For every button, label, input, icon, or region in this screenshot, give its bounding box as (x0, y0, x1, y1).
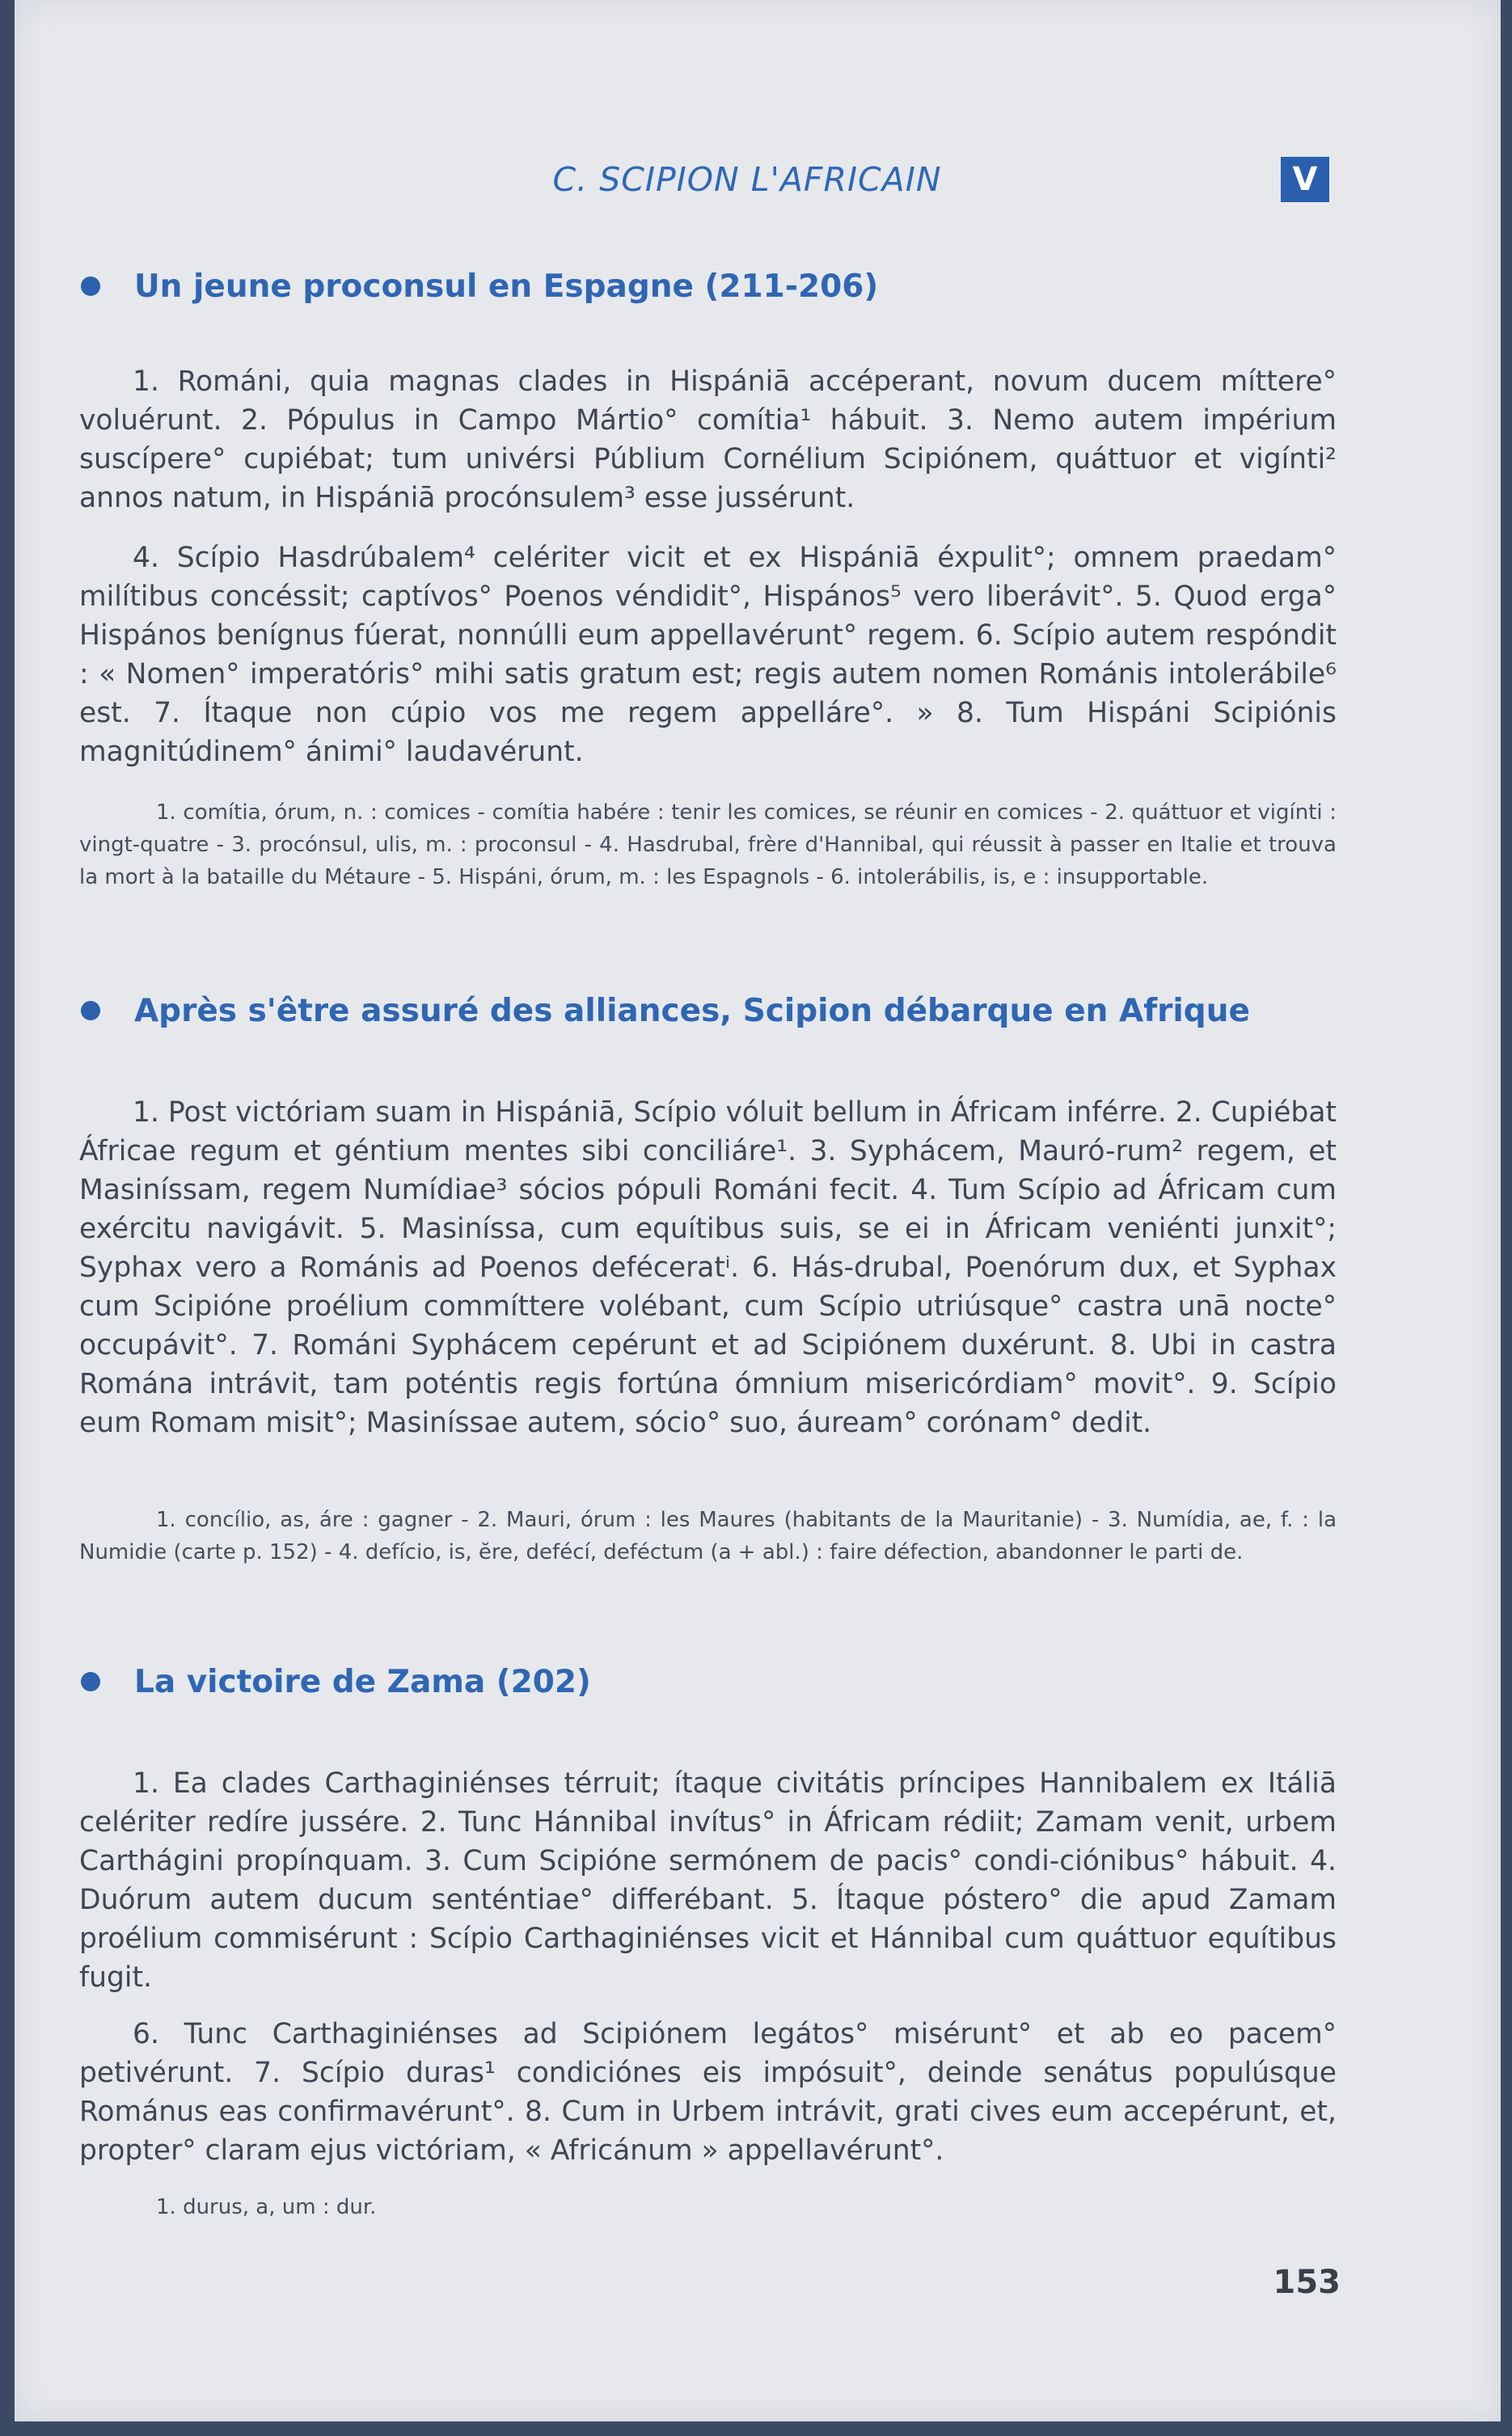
section-3-footnotes: 1. durus, a, um : dur. (156, 2195, 377, 2219)
section-3-paragraph-2: 6. Tunc Carthaginiénses ad Scipiónem legátos° misérunt° et ab eo pacem° petivérunt. 7. Scípio duras¹ condiciónes eis impósuit°, deinde senátus populúsque Románus eas confirmavérunt°. 8. Cum in Urbem intrávit, grati cives eum accepérunt, et, propter° claram ejus victóriam, « Africánum » appellavérunt°. (79, 2018, 1337, 2167)
bullet-icon (81, 1001, 100, 1020)
section-1-paragraph-1: 1. Románi, quia magnas clades in Hispániā accéperant, novum ducem míttere° voluérunt. 2. Pópulus in Campo Mártio° comítia¹ hábuit. 3. Nemo autem impérium suscípere° cupiébat; tum univérsi Públium Cornélium Scipiónem, quáttuor et vigínti² annos natum, in Hispániā procónsulem³ esse jussérunt. (79, 365, 1337, 514)
section-heading-text: Après s'être assuré des alliances, Scipion débarque en Afrique (134, 992, 1250, 1029)
section-heading-text: La victoire de Zama (202) (134, 1663, 591, 1700)
section-heading-text: Un jeune proconsul en Espagne (211-206) (134, 268, 879, 305)
section-heading-1 (81, 264, 878, 309)
chapter-badge: V (1281, 157, 1329, 202)
page-number: 153 (1273, 2264, 1341, 2301)
section-heading-2 (81, 988, 1250, 1033)
textbook-page (15, 0, 1501, 2421)
section-1-paragraph-2: 4. Scípio Hasdrúbalem⁴ celériter vicit et ex Hispániā éxpulit°; omnem praedam° milítibus concéssit; captívos° Poenos véndidit°, Hispános⁵ vero liberávit°. 5. Quod erga° Hispános benígnus fúerat, nonnúlli eum appellavérunt° regem. 6. Scípio autem respóndit : « Nomen° imperatóris° mihi satis gratum est; regis autem nomen Románis intolerábile⁶ est. 7. Ítaque non cúpio vos me regem appelláre°. » 8. Tum Hispáni Scipiónis magnitúdinem° ánimi° laudavérunt. (79, 542, 1337, 768)
section-2-paragraph-1: 1. Post victóriam suam in Hispániā, Scípio vóluit bellum in Áfricam inférre. 2. Cupiébat Áfricae regum et géntium mentes sibi conciliáre¹. 3. Syphácem, Mauró-rum² regem, et Masiníssam, regem Numídiae³ sócios pópuli Románi fecit. 4. Tum Scípio ad Áfricam cum exércitu navigávit. 5. Masiníssa, cum equítibus suis, se ei in Áfricam veniénti junxit°; Syphax vero a Románis ad Poenos deféceratⁱ. 6. Hás-drubal, Poenórum dux, et Syphax cum Scipióne proélium commíttere volébant, cum Scípio utriúsque° castra unā nocte° occupávit°. 7. Románi Syphácem cepérunt et ad Scipiónem duxérunt. 8. Ubi in castra Romána intrávit, tam poténtis regis fortúna ómnium misericórdiam° movit°. 9. Scípio eum Romam misit°; Masiníssae autem, sócio° suo, áuream° corónam° dedit. (79, 1096, 1337, 1439)
section-3-paragraph-1: 1. Ea clades Carthaginiénses térruit; ítaque civitátis príncipes Hannibalem ex Itáliā celériter redíre jussére. 2. Tunc Hánnibal invítus° in Áfricam rédiit; Zamam venit, urbem Carthágini propínquam. 3. Cum Scipióne sermónem de pacis° condi-ciónibus° hábuit. 4. Duórum autem ducum senténtiae° differébant. 5. Ítaque póstero° die apud Zamam proélium commisérunt : Scípio Carthaginiénses vicit et Hánnibal cum quáttuor equítibus fugit. (79, 1767, 1337, 1994)
section-2-footnotes: 1. concílio, as, áre : gagner - 2. Mauri, órum : les Maures (habitants de la Mauritanie) - 3. Numídia, ae, f. : la Numidie (carte p. 152) - 4. defício, is, ĕre, defécí, deféctum (a + abl.) : faire défection, abandonner le parti de. (79, 1508, 1337, 1564)
section-heading-3 (81, 1659, 591, 1704)
chapter-title: C. SCIPION L'AFRICAIN (552, 160, 942, 199)
page-header (15, 155, 1501, 204)
section-1-footnotes: 1. comítia, órum, n. : comices - comítia habére : tenir les comices, se réunir en comices - 2. quáttuor et vigínti : vingt-quatre - 3. procónsul, ulis, m. : proconsul - 4. Hasdrubal, frère d'Hannibal, qui réussit à passer en Italie et trouva la mort à la bataille du Métaure - 5. Hispáni, órum, m. : les Espagnols - 6. intolerábilis, is, e : insupportable. (79, 800, 1337, 889)
bullet-icon (81, 277, 100, 296)
bullet-icon (81, 1672, 100, 1691)
